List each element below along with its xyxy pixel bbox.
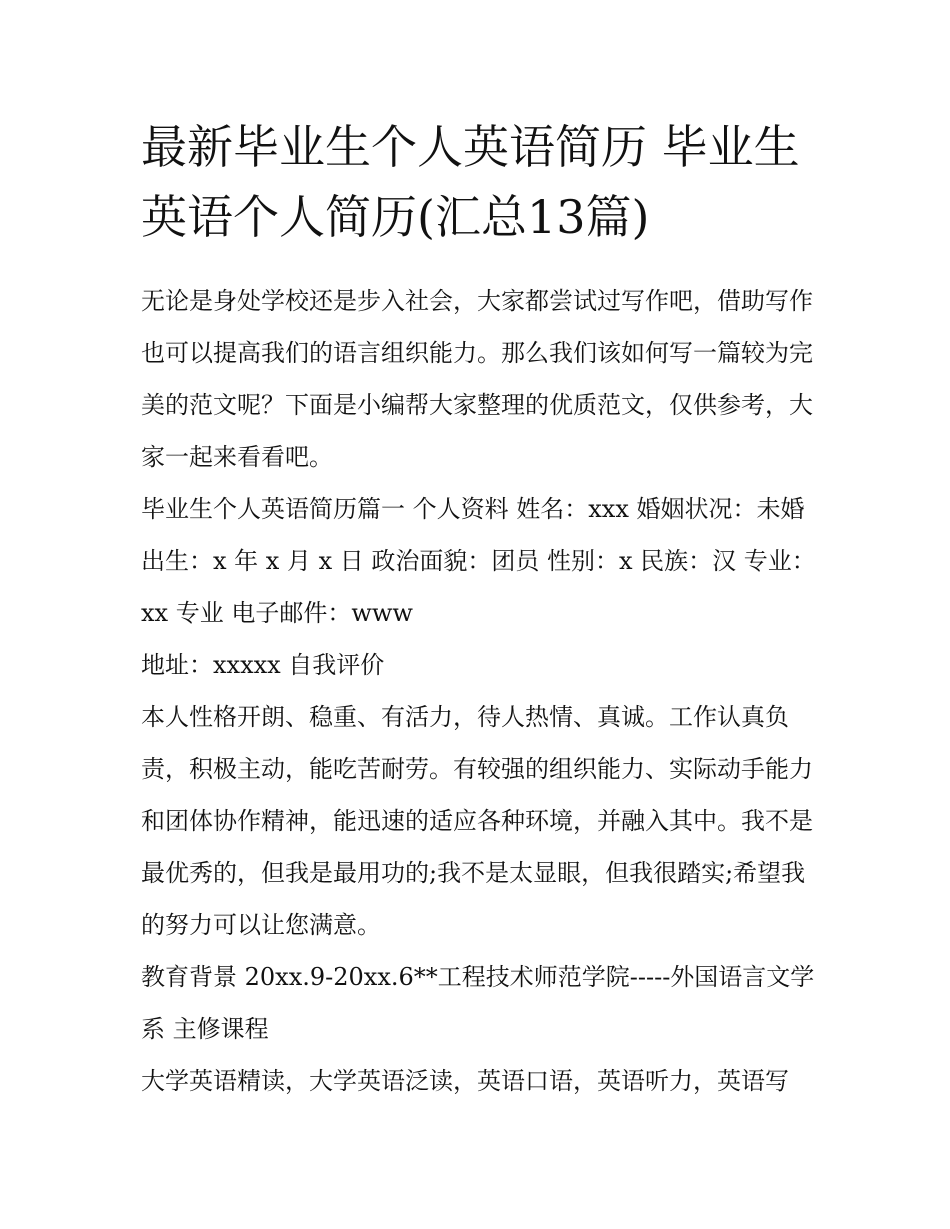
personal-info-paragraph: 毕业生个人英语简历篇一 个人资料 姓名：xxx 婚姻状况：未婚 出生：x 年 x 月 x 日 政治面貌：团员 性别：x 民族：汉 专业：xx 专业 电子邮件：www [141,495,816,627]
education-paragraph: 教育背景 20xx.9-20xx.6**工程技术师范学院-----外国语言文学系 主修课程 [141,963,815,1043]
address-paragraph: 地址：xxxxx 自我评价 [141,651,385,679]
document-body [141,275,816,1107]
courses-paragraph: 大学英语精读，大学英语泛读，英语口语，英语听力，英语写 [141,1067,789,1095]
intro-paragraph: 无论是身处学校还是步入社会，大家都尝试过写作吧，借助写作也可以提高我们的语言组织能力。那么我们该如何写一篇较为完美的范文呢？下面是小编帮大家整理的优质范文，仅供参考，大家一起来看看吧。 [141,287,813,471]
self-evaluation-paragraph: 本人性格开朗、稳重、有活力，待人热情、真诚。工作认真负责，积极主动，能吃苦耐劳。有较强的组织能力、实际动手能力和团体协作精神，能迅速的适应各种环境，并融入其中。我不是最优秀的，但我是最用功的;我不是太显眼，但我很踏实;希望我的努力可以让您满意。 [141,703,813,939]
document-title: 最新毕业生个人英语简历 毕业生英语个人简历(汇总13篇) [141,120,800,244]
